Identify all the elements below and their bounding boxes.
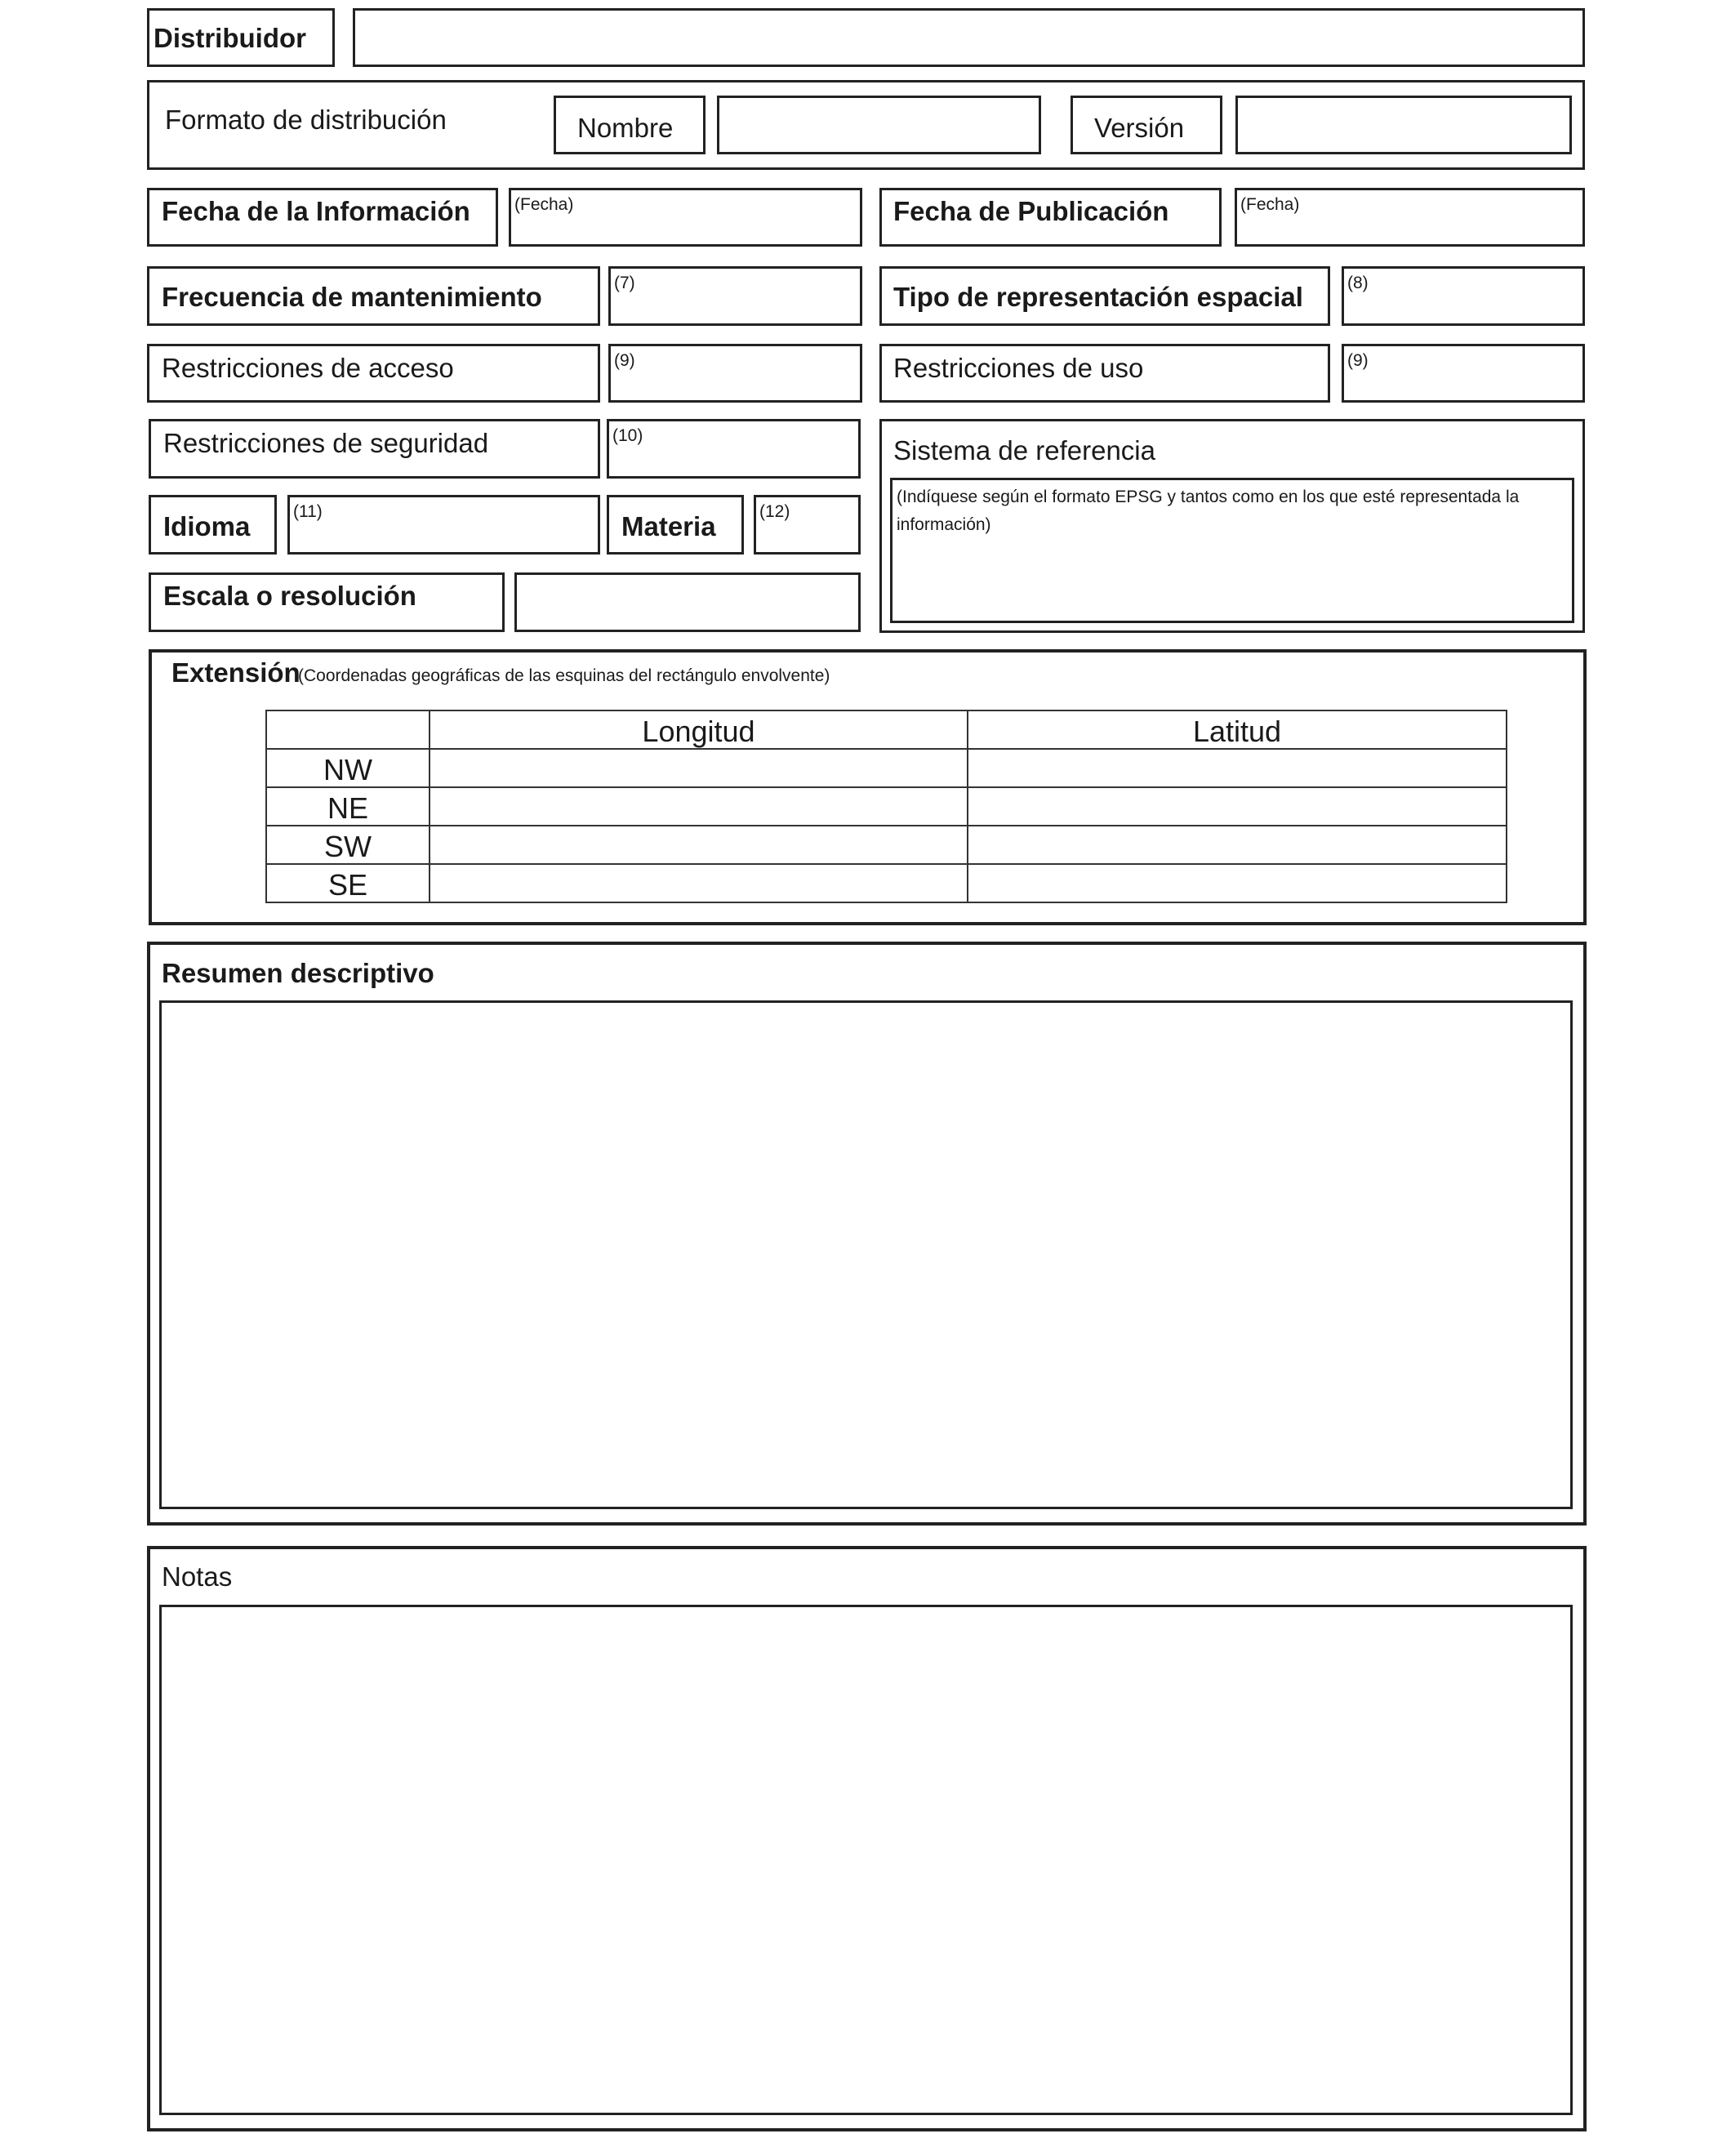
restr-uso-field[interactable] [1342, 344, 1585, 403]
restr-seg-label: Restricciones de seguridad [163, 428, 489, 458]
sistema-ref-hint: (Indíquese según el formato EPSG y tantos como en los que esté representada la información) [897, 488, 1520, 534]
frecuencia-label: Frecuencia de mantenimiento [162, 282, 542, 312]
distribuidor-field[interactable] [353, 8, 1585, 67]
extension-table [265, 710, 1507, 903]
materia-hint: (12) [759, 502, 790, 521]
sistema-ref-label: Sistema de referencia [893, 435, 1155, 465]
latitud-cell[interactable] [968, 749, 1507, 787]
fecha-info-label: Fecha de la Información [162, 196, 470, 226]
tipo-rep-field[interactable] [1342, 266, 1585, 326]
tipo-rep-label: Tipo de representación espacial [893, 282, 1303, 312]
restr-uso-hint: (9) [1347, 351, 1369, 370]
resumen-field[interactable] [159, 1000, 1573, 1509]
restr-acceso-field[interactable] [608, 344, 862, 403]
tipo-rep-hint: (8) [1347, 274, 1369, 292]
notas-field[interactable] [159, 1605, 1573, 2115]
longitud-cell[interactable] [430, 864, 968, 902]
restr-seg-field[interactable] [607, 419, 861, 479]
restr-acceso-hint: (9) [614, 351, 635, 370]
frecuencia-hint: (7) [614, 274, 635, 292]
restr-uso-label: Restricciones de uso [893, 353, 1144, 383]
idioma-field[interactable] [287, 495, 600, 555]
corner-label: SE [266, 864, 430, 902]
frecuencia-field[interactable] [608, 266, 862, 326]
escala-label: Escala o resolución [163, 581, 416, 611]
longitud-cell[interactable] [430, 787, 968, 826]
extension-header-row [266, 710, 1507, 749]
extension-label: Extensión [171, 657, 300, 688]
notas-label: Notas [162, 1561, 233, 1592]
version-field[interactable] [1235, 96, 1572, 154]
corner-label: SW [266, 826, 430, 864]
version-label: Versión [1094, 113, 1185, 143]
formato-label: Formato de distribución [165, 105, 447, 135]
corner-label: NW [266, 749, 430, 787]
latitud-cell[interactable] [968, 826, 1507, 864]
fecha-pub-hint: (Fecha) [1240, 195, 1300, 214]
table-row [266, 864, 1507, 902]
escala-field[interactable] [514, 572, 861, 632]
extension-hint: (Coordenadas geográficas de las esquinas del rectángulo envolvente) [298, 666, 830, 685]
latitud-cell[interactable] [968, 787, 1507, 826]
table-row [266, 749, 1507, 787]
resumen-label: Resumen descriptivo [162, 958, 434, 988]
distribuidor-label: Distribuidor [154, 23, 306, 53]
extension-header-latitud: Latitud [968, 710, 1507, 749]
fecha-info-hint: (Fecha) [514, 195, 574, 214]
idioma-label: Idioma [163, 511, 251, 541]
restr-seg-hint: (10) [612, 426, 643, 445]
nombre-field[interactable] [717, 96, 1041, 154]
restr-acceso-label: Restricciones de acceso [162, 353, 454, 383]
idioma-hint: (11) [293, 502, 323, 521]
materia-label: Materia [621, 511, 716, 541]
longitud-cell[interactable] [430, 826, 968, 864]
extension-header-longitud: Longitud [430, 710, 968, 749]
table-row [266, 826, 1507, 864]
table-row [266, 787, 1507, 826]
latitud-cell[interactable] [968, 864, 1507, 902]
longitud-cell[interactable] [430, 749, 968, 787]
nombre-label: Nombre [577, 113, 674, 143]
fecha-pub-label: Fecha de Publicación [893, 196, 1169, 226]
extension-header-corner [266, 710, 430, 749]
corner-label: NE [266, 787, 430, 826]
